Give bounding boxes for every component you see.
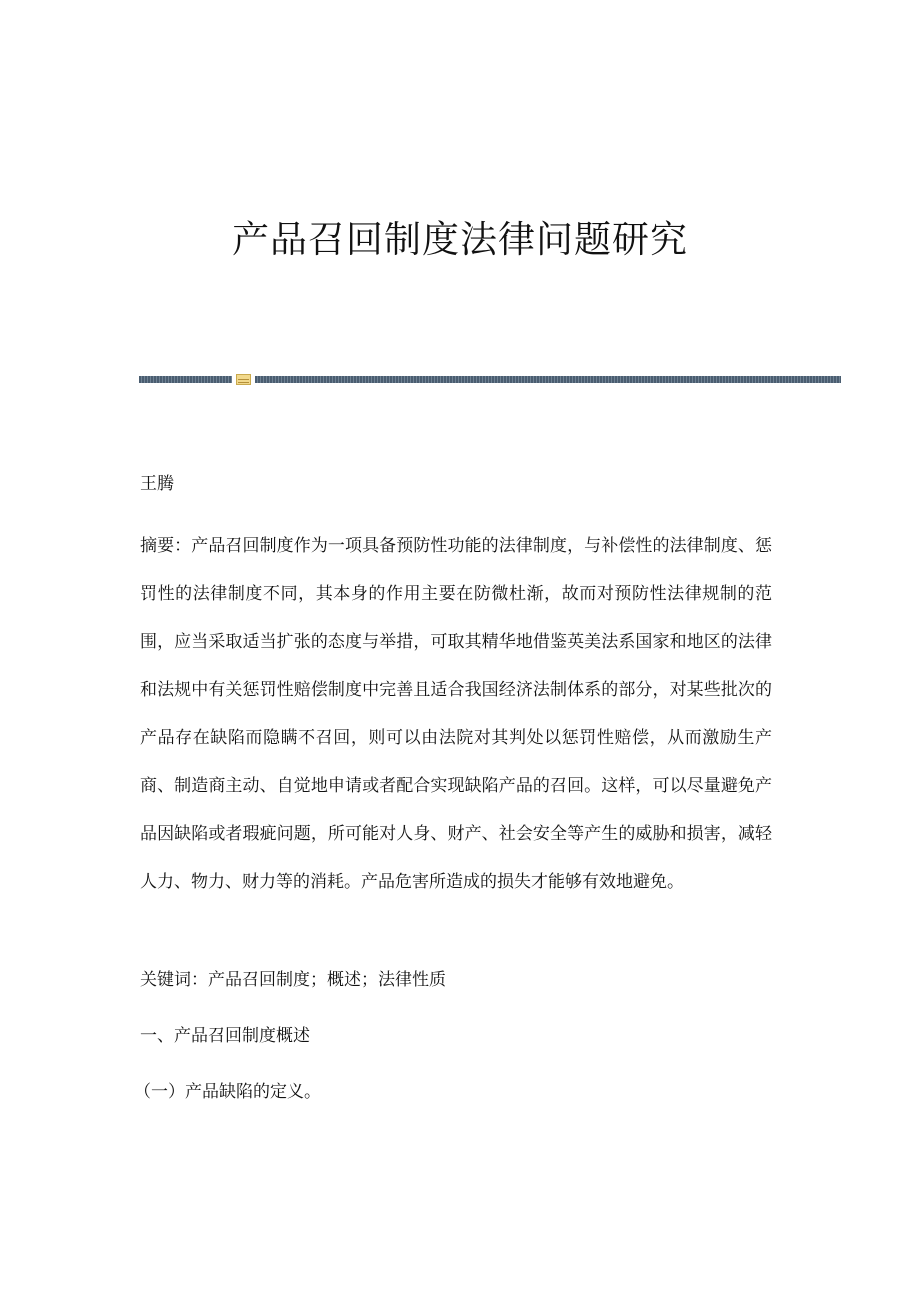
- divider-bar-right: [255, 376, 841, 383]
- title-divider: [139, 373, 841, 385]
- page-title: 产品召回制度法律问题研究: [232, 218, 688, 261]
- section-heading: 一、产品召回制度概述: [140, 1026, 310, 1046]
- subsection-heading: （一）产品缺陷的定义。: [134, 1082, 321, 1102]
- divider-bar-left: [139, 376, 232, 383]
- keywords-line: 关键词：产品召回制度；概述；法律性质: [140, 970, 446, 990]
- divider-ornament-icon: [236, 374, 251, 385]
- author-name: 王腾: [140, 474, 174, 494]
- abstract-paragraph: 摘要：产品召回制度作为一项具备预防性功能的法律制度，与补偿性的法律制度、惩罚性的法律制度不同，其本身的作用主要在防微杜渐，故而对预防性法律规制的范围，应当采取适当扩张的态度与举措，可取其精华地借鉴英美法系国家和地区的法律和法规中有关惩罚性赔偿制度中完善且适合我国经济法制体系的部分，对某些批次的产品存在缺陷而隐瞒不召回，则可以由法院对其判处以惩罚性赔偿，从而激励生产商、制造商主动、自觉地申请或者配合实现缺陷产品的召回。这样，可以尽量避免产品因缺陷或者瑕疵问题，所可能对人身、财产、社会安全等产生的威胁和损害，减轻人力、物力、财力等的消耗。产品危害所造成的损失才能够有效地避免。: [140, 536, 772, 892]
